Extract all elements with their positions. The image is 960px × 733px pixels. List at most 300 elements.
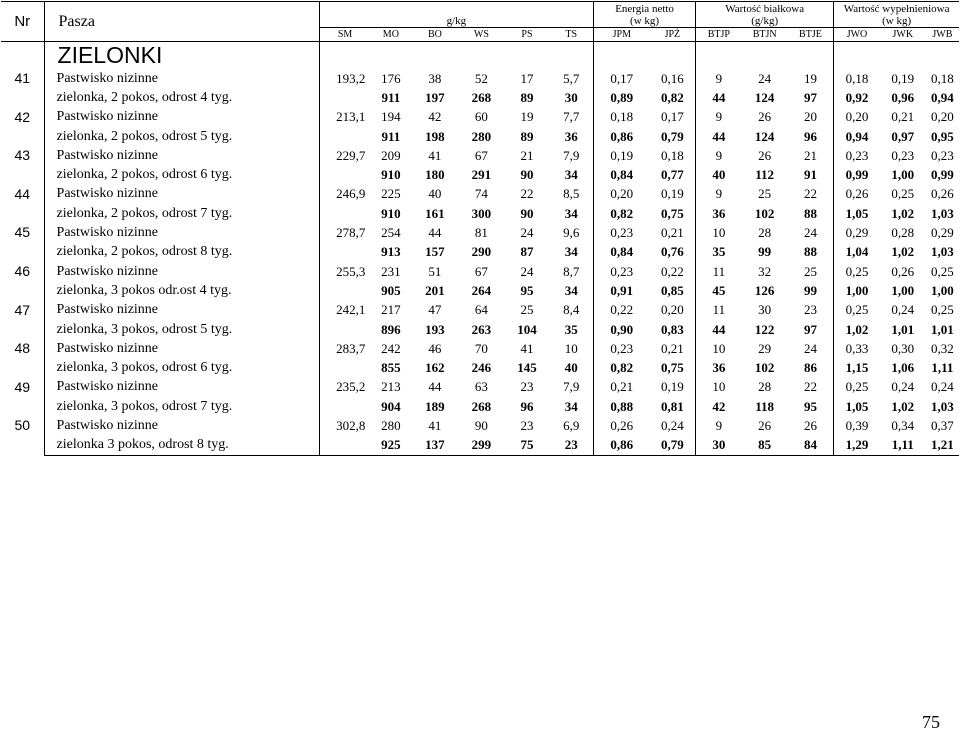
cell-mo: 209 xyxy=(381,147,401,163)
cell-btjp: 42 xyxy=(712,398,726,414)
cell-jwb: 0,24 xyxy=(931,379,954,395)
cell-jwk: 0,97 xyxy=(891,128,915,144)
cell-jpż: 0,81 xyxy=(650,397,696,416)
row-number: 41 xyxy=(1,69,44,108)
cell-ws: 264 xyxy=(471,282,492,298)
column-header-btjn: BTJN xyxy=(742,28,788,42)
table-row xyxy=(1,416,959,435)
cell-jwb: 1,11 xyxy=(931,360,954,376)
cell-ts: 30 xyxy=(549,88,593,107)
table-row-dm xyxy=(1,436,959,456)
cell-jwb: 0,25 xyxy=(931,263,954,279)
cell-btjp: 9 xyxy=(715,109,723,125)
cell-btjp: 9 xyxy=(715,147,723,163)
cell-jwk: 0,30 xyxy=(891,340,915,356)
cell-jwb: 0,20 xyxy=(931,109,954,125)
feed-description: zielonka 3 pokos, odrost 8 tyg. xyxy=(44,436,319,456)
cell-bo: 44 xyxy=(428,225,442,241)
cell-mo: 904 xyxy=(381,398,401,414)
cell-jwk: 1,01 xyxy=(891,321,915,337)
cell-ts: 40 xyxy=(549,358,593,377)
cell-jwk: 1,00 xyxy=(891,282,915,298)
cell-jpm: 0,18 xyxy=(610,109,634,125)
cell-jwo: 1,02 xyxy=(845,321,869,337)
cell-jwo: 1,05 xyxy=(845,205,869,221)
cell-jpż: 0,17 xyxy=(650,108,696,127)
cell-ps: 25 xyxy=(520,302,534,318)
cell-ts: 34 xyxy=(549,243,593,262)
cell-bo: 197 xyxy=(425,89,445,105)
cell-btjp: 36 xyxy=(712,205,726,221)
cell-btjn: 99 xyxy=(758,244,772,260)
cell-jpż: 0,79 xyxy=(650,436,696,456)
cell-jpm: 0,19 xyxy=(610,147,634,163)
cell-sm xyxy=(319,88,370,107)
table-row-dm xyxy=(1,127,959,146)
cell-btje: 96 xyxy=(788,127,834,146)
cell-jwk: 1,02 xyxy=(891,244,915,260)
cell-btjp: 9 xyxy=(715,186,723,202)
table-row-dm xyxy=(1,165,959,184)
cell-mo: 176 xyxy=(381,70,401,86)
cell-btjn: 124 xyxy=(754,128,775,144)
column-header-jpm: JPM xyxy=(594,28,650,42)
cell-jwo: 0,39 xyxy=(845,417,869,433)
cell-mo: 896 xyxy=(381,321,401,337)
cell-btjp: 10 xyxy=(712,379,726,395)
cell-mo: 213 xyxy=(381,379,401,395)
cell-jpm: 0,91 xyxy=(610,282,634,298)
cell-mo: 925 xyxy=(370,436,411,456)
table-row xyxy=(1,262,959,281)
cell-jwk: 0,26 xyxy=(891,263,915,279)
cell-ts: 9,6 xyxy=(549,223,593,242)
cell-ps: 90 xyxy=(520,167,534,183)
cell-jpż: 0,21 xyxy=(650,223,696,242)
cell-bo: 51 xyxy=(428,263,442,279)
cell-btjn: 25 xyxy=(758,186,772,202)
feed-description: zielonka, 2 pokos, odrost 7 tyg. xyxy=(44,204,319,223)
cell-sm xyxy=(319,127,370,146)
feed-description: zielonka, 3 pokos, odrost 6 tyg. xyxy=(44,358,319,377)
cell-ws: 300 xyxy=(471,205,492,221)
cell-ws: 268 xyxy=(471,398,492,414)
cell-jpm: 0,82 xyxy=(610,360,634,376)
cell-btje: 24 xyxy=(788,339,834,358)
cell-jwk: 1,02 xyxy=(891,398,915,414)
cell-jpż: 0,75 xyxy=(650,358,696,377)
cell-btjn: 85 xyxy=(742,436,788,456)
cell-btjn: 29 xyxy=(758,340,772,356)
cell-ws: 67 xyxy=(474,263,488,279)
cell-sm xyxy=(319,204,370,223)
cell-ws: 263 xyxy=(471,321,492,337)
cell-btjp: 11 xyxy=(712,263,726,279)
cell-jpm: 0,88 xyxy=(610,398,634,414)
cell-btje: 20 xyxy=(788,108,834,127)
cell-jwo: 1,15 xyxy=(845,360,869,376)
cell-btjn: 28 xyxy=(758,379,772,395)
cell-jpż: 0,85 xyxy=(650,281,696,300)
feed-description: zielonka, 3 pokos, odrost 7 tyg. xyxy=(44,397,319,416)
cell-jwb: 0,37 xyxy=(931,417,954,433)
cell-jwb: 0,23 xyxy=(931,147,954,163)
cell-ps: 90 xyxy=(520,205,534,221)
table-row-dm xyxy=(1,88,959,107)
feed-name: Pastwisko nizinne xyxy=(44,339,319,358)
cell-mo: 911 xyxy=(381,128,401,144)
cell-ps: 23 xyxy=(520,379,534,395)
cell-mo: 910 xyxy=(381,205,401,221)
cell-jpż: 0,16 xyxy=(650,69,696,88)
column-header-jwo: JWO xyxy=(834,28,880,42)
cell-mo: 905 xyxy=(381,282,401,298)
cell-jwk: 0,24 xyxy=(891,302,915,318)
cell-bo: 162 xyxy=(425,360,445,376)
column-header-jpż: JPŻ xyxy=(650,28,696,42)
feed-description: zielonka, 2 pokos, odrost 8 tyg. xyxy=(44,243,319,262)
cell-ws: 81 xyxy=(474,225,488,241)
cell-jwb: 0,94 xyxy=(931,89,954,105)
cell-bo: 44 xyxy=(428,379,442,395)
cell-jwb: 0,95 xyxy=(931,128,954,144)
feed-name: Pastwisko nizinne xyxy=(44,416,319,435)
cell-ps: 145 xyxy=(517,360,537,376)
cell-bo: 193 xyxy=(425,321,445,337)
cell-jwo: 0,25 xyxy=(845,263,869,279)
cell-ws: 63 xyxy=(474,379,488,395)
feed-name: Pastwisko nizinne xyxy=(44,69,319,88)
feed-name: Pastwisko nizinne xyxy=(44,108,319,127)
cell-jwk: 1,06 xyxy=(891,360,915,376)
cell-jwk: 1,02 xyxy=(891,205,915,221)
cell-ps: 19 xyxy=(520,109,534,125)
cell-mo: 911 xyxy=(381,89,401,105)
cell-jpż: 0,18 xyxy=(650,146,696,165)
table-row xyxy=(1,378,959,397)
cell-sm: 235,2 xyxy=(336,379,366,395)
cell-jwk: 0,25 xyxy=(891,186,915,202)
cell-btje: 22 xyxy=(788,378,834,397)
cell-sm xyxy=(319,397,370,416)
cell-jpż: 0,82 xyxy=(650,88,696,107)
cell-ws: 268 xyxy=(471,89,492,105)
cell-ps: 96 xyxy=(520,398,534,414)
cell-ts: 7,7 xyxy=(549,108,593,127)
cell-btjp: 44 xyxy=(712,128,726,144)
cell-sm xyxy=(319,243,370,262)
cell-jpż: 0,24 xyxy=(650,416,696,435)
cell-btje: 25 xyxy=(788,262,834,281)
feed-description: zielonka, 2 pokos, odrost 4 tyg. xyxy=(44,88,319,107)
cell-ts: 7,9 xyxy=(549,146,593,165)
cell-btje: 26 xyxy=(788,416,834,435)
cell-ts: 34 xyxy=(549,397,593,416)
feed-name: Pastwisko nizinne xyxy=(44,223,319,242)
column-header-mo: MO xyxy=(370,28,411,42)
cell-btjp: 9 xyxy=(715,70,723,86)
row-number: 45 xyxy=(1,223,44,262)
cell-btje: 24 xyxy=(788,223,834,242)
cell-bo: 42 xyxy=(428,109,442,125)
cell-btje: 21 xyxy=(788,146,834,165)
cell-jpż: 0,19 xyxy=(650,378,696,397)
column-header-bo: BO xyxy=(411,28,458,42)
cell-jwk: 0,23 xyxy=(891,147,915,163)
feed-name: Pastwisko nizinne xyxy=(44,378,319,397)
cell-btjn: 26 xyxy=(758,417,772,433)
cell-ps: 41 xyxy=(520,340,534,356)
cell-bo: 137 xyxy=(411,436,458,456)
cell-mo: 217 xyxy=(381,302,401,318)
cell-ws: 70 xyxy=(474,340,488,356)
cell-ws: 246 xyxy=(471,360,492,376)
gkg-group-header: g/kg xyxy=(319,2,593,28)
cell-ws: 64 xyxy=(474,302,488,318)
cell-btjp: 44 xyxy=(712,321,726,337)
cell-jwk: 0,19 xyxy=(891,70,915,86)
cell-bo: 189 xyxy=(425,398,445,414)
cell-jwb: 0,32 xyxy=(931,340,954,356)
cell-jpż: 0,19 xyxy=(650,185,696,204)
cell-btjp: 45 xyxy=(712,282,726,298)
cell-mo: 280 xyxy=(381,417,401,433)
cell-jwo: 1,00 xyxy=(845,282,869,298)
cell-ps: 23 xyxy=(520,417,534,433)
feed-name: Pastwisko nizinne xyxy=(44,301,319,320)
cell-mo: 254 xyxy=(381,225,401,241)
table-row-dm xyxy=(1,320,959,339)
cell-jwo: 0,26 xyxy=(845,186,869,202)
row-number: 43 xyxy=(1,146,44,185)
cell-btje: 99 xyxy=(788,281,834,300)
cell-ts: 8,5 xyxy=(549,185,593,204)
cell-btjn: 28 xyxy=(758,225,772,241)
cell-btje: 97 xyxy=(788,88,834,107)
cell-sm: 213,1 xyxy=(336,109,366,125)
cell-jwb: 1,01 xyxy=(931,321,954,337)
cell-bo: 41 xyxy=(428,417,442,433)
cell-sm: 255,3 xyxy=(336,263,366,279)
cell-jwk: 1,00 xyxy=(891,167,915,183)
cell-bo: 47 xyxy=(428,302,442,318)
cell-ws: 299 xyxy=(458,436,504,456)
feed-value-table xyxy=(1,1,959,456)
cell-jwb: 0,26 xyxy=(931,186,954,202)
energy-group-header: Energia netto (w kg) xyxy=(594,2,696,28)
cell-sm: 242,1 xyxy=(336,302,366,318)
cell-jpż: 0,76 xyxy=(650,243,696,262)
cell-ts: 36 xyxy=(549,127,593,146)
cell-btjn: 118 xyxy=(755,398,775,414)
cell-btjn: 102 xyxy=(754,205,775,221)
cell-jpm: 0,90 xyxy=(610,321,634,337)
cell-jwo: 0,92 xyxy=(845,89,869,105)
cell-mo: 225 xyxy=(381,186,401,202)
cell-jpm: 0,23 xyxy=(610,263,634,279)
feed-description: zielonka, 3 pokos, odrost 5 tyg. xyxy=(44,320,319,339)
table-row xyxy=(1,146,959,165)
cell-jpm: 0,17 xyxy=(610,70,634,86)
column-header-sm: SM xyxy=(319,28,370,42)
column-header-jwk: JWK xyxy=(880,28,926,42)
fill-group-header: Wartość wypełnieniowa (w kg) xyxy=(834,2,959,28)
table-row xyxy=(1,339,959,358)
feed-name: Pastwisko nizinne xyxy=(44,146,319,165)
row-number: 44 xyxy=(1,185,44,224)
cell-jwo: 1,29 xyxy=(834,436,880,456)
cell-jwb: 1,21 xyxy=(926,436,959,456)
cell-mo: 194 xyxy=(381,109,401,125)
page-number: 75 xyxy=(922,712,940,732)
cell-jpm: 0,21 xyxy=(610,379,634,395)
cell-jwo: 0,23 xyxy=(845,147,869,163)
cell-btjp: 9 xyxy=(715,417,723,433)
cell-jwo: 0,25 xyxy=(845,379,869,395)
cell-btjn: 112 xyxy=(755,167,775,183)
cell-jpż: 0,75 xyxy=(650,204,696,223)
cell-btjp: 35 xyxy=(712,244,726,260)
cell-ts: 35 xyxy=(549,320,593,339)
cell-btjn: 122 xyxy=(754,321,775,337)
header-row-groups xyxy=(1,2,959,28)
cell-jpm: 0,23 xyxy=(610,340,634,356)
column-header-jwb: JWB xyxy=(926,28,959,42)
cell-btjn: 26 xyxy=(758,109,772,125)
cell-btje: 95 xyxy=(788,397,834,416)
table-row-dm xyxy=(1,397,959,416)
cell-sm xyxy=(319,320,370,339)
cell-ws: 52 xyxy=(474,70,488,86)
cell-btjp: 30 xyxy=(696,436,742,456)
cell-sm: 193,2 xyxy=(336,70,366,86)
cell-jwk: 0,28 xyxy=(891,225,915,241)
cell-btjp: 10 xyxy=(712,225,726,241)
cell-jpm: 0,84 xyxy=(610,167,634,183)
cell-jwk: 0,24 xyxy=(891,379,915,395)
feed-description: zielonka, 3 pokos odr.ost 4 tyg. xyxy=(44,281,319,300)
cell-jwk: 0,96 xyxy=(891,89,915,105)
cell-bo: 161 xyxy=(425,205,445,221)
cell-ps: 89 xyxy=(520,128,534,144)
row-number: 48 xyxy=(1,339,44,378)
cell-ws: 60 xyxy=(474,109,488,125)
cell-btjn: 32 xyxy=(758,263,772,279)
cell-sm: 283,7 xyxy=(336,340,366,356)
cell-jpż: 0,22 xyxy=(650,262,696,281)
cell-ws: 291 xyxy=(471,167,492,183)
cell-jpż: 0,83 xyxy=(650,320,696,339)
cell-ps: 21 xyxy=(520,147,534,163)
cell-btje: 23 xyxy=(788,301,834,320)
table-row xyxy=(1,108,959,127)
cell-ps: 24 xyxy=(520,263,534,279)
cell-btje: 22 xyxy=(788,185,834,204)
cell-ts: 34 xyxy=(549,204,593,223)
cell-ws: 290 xyxy=(471,244,492,260)
cell-ts: 8,7 xyxy=(549,262,593,281)
cell-jwo: 0,20 xyxy=(845,109,869,125)
cell-btjp: 11 xyxy=(712,302,726,318)
column-header-btje: BTJE xyxy=(788,28,834,42)
cell-ps: 17 xyxy=(520,70,534,86)
cell-btje: 84 xyxy=(788,436,834,456)
table-row xyxy=(1,185,959,204)
cell-jpm: 0,84 xyxy=(610,244,634,260)
cell-sm: 302,8 xyxy=(336,417,366,433)
cell-ps: 89 xyxy=(520,89,534,105)
cell-sm: 229,7 xyxy=(336,147,366,163)
cell-btje: 86 xyxy=(788,358,834,377)
cell-ts: 34 xyxy=(549,165,593,184)
cell-bo: 41 xyxy=(428,147,442,163)
cell-ps: 22 xyxy=(520,186,534,202)
cell-jwo: 0,18 xyxy=(845,70,869,86)
cell-jwo: 0,99 xyxy=(845,167,869,183)
cell-jwb: 1,03 xyxy=(931,205,954,221)
cell-ps: 104 xyxy=(517,321,537,337)
row-number: 46 xyxy=(1,262,44,301)
cell-jwb: 0,25 xyxy=(931,302,954,318)
cell-jwb: 0,18 xyxy=(931,70,954,86)
feed-description: zielonka, 2 pokos, odrost 5 tyg. xyxy=(44,127,319,146)
cell-mo: 855 xyxy=(381,360,401,376)
cell-jwk: 1,11 xyxy=(880,436,926,456)
column-header-ps: PS xyxy=(504,28,549,42)
cell-bo: 201 xyxy=(425,282,445,298)
cell-btje: 91 xyxy=(788,165,834,184)
cell-jwb: 1,00 xyxy=(931,282,954,298)
cell-jpm: 0,22 xyxy=(610,302,634,318)
row-number: 47 xyxy=(1,301,44,340)
cell-mo: 910 xyxy=(381,167,401,183)
pasza-header: Pasza xyxy=(44,2,319,42)
table-row xyxy=(1,223,959,242)
cell-btje: 88 xyxy=(788,243,834,262)
cell-jpm: 0,23 xyxy=(610,225,634,241)
cell-jpm: 0,82 xyxy=(610,205,634,221)
feed-description: zielonka, 2 pokos, odrost 6 tyg. xyxy=(44,165,319,184)
group-name: ZIELONKI xyxy=(44,42,319,70)
cell-sm xyxy=(319,358,370,377)
cell-jpż: 0,77 xyxy=(650,165,696,184)
cell-btjp: 36 xyxy=(712,360,726,376)
cell-bo: 46 xyxy=(428,340,442,356)
column-header-btjp: BTJP xyxy=(696,28,742,42)
cell-ps: 95 xyxy=(520,282,534,298)
cell-btje: 19 xyxy=(788,69,834,88)
cell-btjn: 26 xyxy=(758,147,772,163)
cell-btje: 88 xyxy=(788,204,834,223)
feed-name: Pastwisko nizinne xyxy=(44,185,319,204)
cell-jwk: 0,34 xyxy=(891,417,915,433)
cell-jwb: 1,03 xyxy=(931,398,954,414)
cell-jwo: 0,29 xyxy=(845,225,869,241)
cell-ts: 10 xyxy=(549,339,593,358)
cell-ts: 7,9 xyxy=(549,378,593,397)
cell-bo: 180 xyxy=(425,167,445,183)
cell-jpż: 0,79 xyxy=(650,127,696,146)
cell-btjn: 30 xyxy=(758,302,772,318)
cell-ws: 67 xyxy=(474,147,488,163)
cell-btjn: 102 xyxy=(754,360,775,376)
table-row xyxy=(1,301,959,320)
cell-ts: 6,9 xyxy=(549,416,593,435)
group-row xyxy=(1,42,959,70)
cell-bo: 40 xyxy=(428,186,442,202)
cell-bo: 198 xyxy=(425,128,445,144)
cell-mo: 242 xyxy=(381,340,401,356)
